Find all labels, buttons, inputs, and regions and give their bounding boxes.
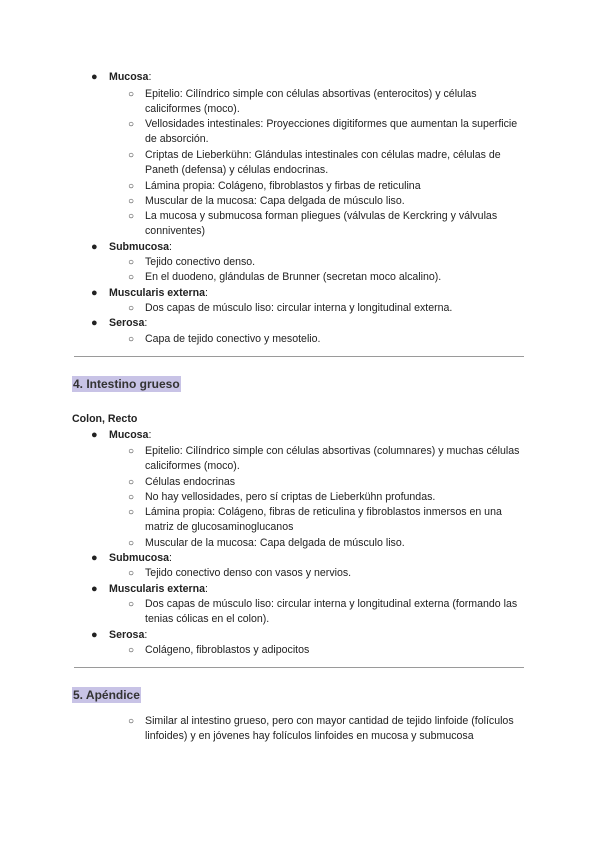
bullet-serosa: ● Serosa:: [91, 629, 148, 641]
label: Serosa: [109, 317, 145, 329]
section-heading-apendice: 5. Apéndice: [73, 688, 140, 702]
list-item: ○ No hay vellosidades, pero sí criptas de Lieberkühn profundas.: [128, 491, 436, 503]
bullet-mucosa: ● Mucosa:: [91, 429, 152, 441]
bullet-serosa: ● Serosa:: [91, 317, 148, 329]
list-item: ○ Dos capas de músculo liso: circular interna y longitudinal externa.: [128, 302, 453, 314]
label: Submucosa: [109, 241, 170, 253]
list-item: ○ Lámina propia: Colágeno, fibras de reticulina y fibroblastos inmersos en una matriz de glucosaminoglucanos: [128, 506, 502, 534]
list-item: ○ Tejido conectivo denso con vasos y nervios.: [128, 567, 352, 579]
bullet-submucosa: ● Submucosa:: [91, 552, 172, 564]
list-item: ○ Tejido conectivo denso.: [128, 256, 256, 268]
list-item: ○ Epitelio: Cilíndrico simple con células absortivas (columnares) y muchas células caliciformes (moco).: [128, 445, 520, 473]
list-item: ○ Dos capas de músculo liso: circular interna y longitudinal externa (formando las tenias cólicas en el colon).: [128, 598, 518, 626]
list-item: ○ Colágeno, fibroblastos y adipocitos: [128, 644, 310, 656]
label: Submucosa: [109, 552, 170, 564]
list-item: ○ Capa de tejido conectivo y mesotelio.: [128, 333, 321, 345]
label: Muscularis externa: [109, 287, 205, 299]
subtitle: Colon, Recto: [72, 413, 138, 425]
divider: [74, 667, 524, 668]
list-item: ○ Muscular de la mucosa: Capa delgada de músculo liso.: [128, 537, 405, 549]
list-item: ○ Similar al intestino grueso, pero con mayor cantidad de tejido linfoide (folículos linfoides) y en jóvenes hay folículos linfoides en mucosa y submucosa: [128, 715, 514, 743]
bullet-submucosa: ● Submucosa:: [91, 241, 172, 253]
list-item: ○ En el duodeno, glándulas de Brunner (secretan moco alcalino).: [128, 271, 442, 283]
list-item: ○ Criptas de Lieberkühn: Glándulas intestinales con células madre, células de Paneth (defensa) y células endocrinas.: [128, 149, 501, 177]
section-heading-intestino-grueso: 4. Intestino grueso: [73, 377, 180, 391]
bullet-mucosa: ● Mucosa:: [91, 71, 152, 83]
label: Mucosa: [109, 429, 149, 441]
list-item: ○ Vellosidades intestinales: Proyecciones digitiformes que aumentan la superficie de absorción.: [128, 118, 518, 146]
list-item: ○ Muscular de la mucosa: Capa delgada de músculo liso.: [128, 195, 405, 207]
list-item: ○ Células endocrinas: [128, 476, 236, 488]
list-item: ○ La mucosa y submucosa forman pliegues (válvulas de Kerckring y válvulas conniventes): [128, 210, 498, 238]
list-item: ○ Epitelio: Cilíndrico simple con células absortivas (enterocitos) y células caliciformes (moco).: [128, 88, 477, 116]
divider: [74, 356, 524, 357]
label: Mucosa: [109, 71, 149, 83]
bullet-muscularis: ● Muscularis externa:: [91, 583, 208, 595]
list-item: ○ Lámina propia: Colágeno, fibroblastos y firbas de reticulina: [128, 180, 421, 192]
label: Serosa: [109, 629, 145, 641]
label: Muscularis externa: [109, 583, 205, 595]
bullet-muscularis: ● Muscularis externa:: [91, 287, 208, 299]
